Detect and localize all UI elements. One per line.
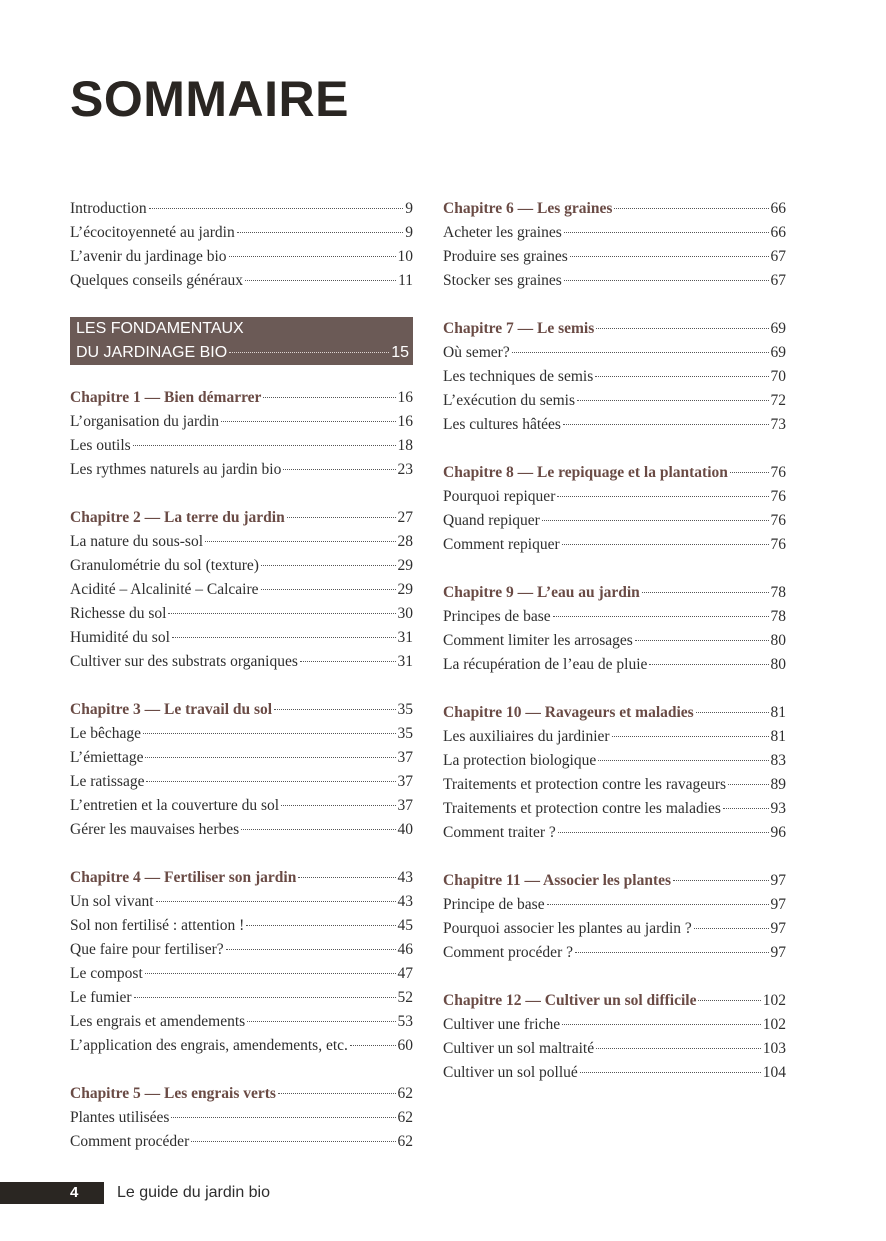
chapter-group	[70, 1082, 413, 1154]
dot-leader	[146, 781, 395, 782]
dot-leader	[261, 565, 396, 566]
toc-entry[interactable]: Traitements et protection contre les ravageurs 89	[443, 776, 786, 793]
dot-leader	[553, 616, 769, 617]
dot-leader	[698, 1000, 760, 1001]
toc-entry[interactable]: Principe de base 97	[443, 896, 786, 913]
dot-leader	[281, 805, 395, 806]
dot-leader	[278, 1093, 396, 1094]
toc-entry[interactable]: Principes de base 78	[443, 608, 786, 625]
dot-leader	[133, 445, 396, 446]
chapter-group	[70, 386, 413, 482]
dot-leader	[723, 808, 769, 809]
toc-entry[interactable]	[70, 221, 413, 245]
toc-entry[interactable]	[70, 197, 413, 221]
chapter-heading[interactable]: Chapitre 2 — La terre du jardin 27	[70, 509, 413, 526]
dot-leader	[542, 520, 769, 521]
dot-leader	[283, 469, 395, 470]
dot-leader	[730, 472, 769, 473]
dot-leader	[649, 664, 768, 665]
chapter-group	[443, 317, 786, 437]
chapter-heading[interactable]: Chapitre 7 — Le semis 69	[443, 320, 786, 337]
toc-entry[interactable]: Le ratissage 37	[70, 773, 413, 790]
dot-leader	[598, 760, 768, 761]
toc-left-column	[70, 197, 413, 1178]
dot-leader	[557, 496, 768, 497]
toc-entry-page: 11	[398, 272, 413, 289]
dot-leader	[564, 280, 769, 281]
dot-leader	[245, 280, 396, 281]
dot-leader	[229, 256, 396, 257]
dot-leader	[673, 880, 768, 881]
chapter-heading[interactable]: Chapitre 12 — Cultiver un sol difficile 102	[443, 992, 786, 1009]
toc-entry[interactable]: Que faire pour fertiliser? 46	[70, 941, 413, 958]
dot-leader	[596, 1048, 761, 1049]
toc-entry[interactable]: Traitements et protection contre les maladies 93	[443, 800, 786, 817]
toc-entry[interactable]: L’organisation du jardin 16	[70, 413, 413, 430]
dot-leader	[229, 352, 389, 353]
footer-book-title: Le guide du jardin bio	[117, 1184, 271, 1201]
dot-leader	[558, 832, 769, 833]
chapter-group	[70, 866, 413, 1058]
toc-entry[interactable]: L’émiettage 37	[70, 749, 413, 766]
dot-leader	[145, 973, 396, 974]
toc-entry[interactable]: Comment traiter ? 96	[443, 824, 786, 841]
dot-leader	[575, 952, 769, 953]
chapter-heading[interactable]: Chapitre 8 — Le repiquage et la plantation 76	[443, 464, 786, 481]
toc-entry[interactable]: Stocker ses graines 67	[443, 272, 786, 289]
section-title-line-2: DU JARDINAGE BIO 15	[76, 341, 409, 365]
dot-leader	[134, 997, 396, 998]
toc-entry[interactable]: Le bêchage 35	[70, 725, 413, 742]
footer-page-number: 4	[70, 1184, 79, 1201]
dot-leader	[143, 733, 396, 734]
dot-leader	[156, 901, 396, 902]
toc-intro-group	[70, 197, 413, 293]
chapter-group	[70, 506, 413, 674]
dot-leader	[562, 1024, 761, 1025]
toc-entry[interactable]: Cultiver une friche 102	[443, 1016, 786, 1033]
chapter-group	[443, 989, 786, 1085]
toc-entry[interactable]: L’application des engrais, amendements, etc. 60	[70, 1037, 413, 1054]
dot-leader	[562, 544, 769, 545]
chapter-group	[443, 701, 786, 845]
dot-leader	[226, 949, 396, 950]
dot-leader	[247, 1021, 395, 1022]
toc-entry[interactable]: Un sol vivant 43	[70, 893, 413, 910]
chapter-group	[443, 197, 786, 293]
dot-leader	[564, 232, 769, 233]
chapter-heading[interactable]: Chapitre 3 — Le travail du sol 35	[70, 701, 413, 718]
toc-entry[interactable]: Les techniques de semis 70	[443, 368, 786, 385]
toc-entry[interactable]: Produire ses graines 67	[443, 248, 786, 265]
toc-entry[interactable]: Les auxiliaires du jardinier 81	[443, 728, 786, 745]
toc-entry[interactable]: Plantes utilisées 62	[70, 1109, 413, 1126]
chapter-heading[interactable]: Chapitre 5 — Les engrais verts 62	[70, 1085, 413, 1102]
toc-entry[interactable]: Acheter les graines 66	[443, 224, 786, 241]
chapter-group	[443, 461, 786, 557]
chapter-heading[interactable]: Chapitre 1 — Bien démarrer 16	[70, 389, 413, 406]
dot-leader	[287, 517, 396, 518]
dot-leader	[547, 904, 769, 905]
toc-entry[interactable]: Cultiver un sol maltraité 103	[443, 1040, 786, 1057]
toc-entry-page: 9	[405, 200, 413, 217]
toc-entry-label: Quelques conseils généraux	[70, 272, 244, 289]
toc-entry[interactable]: Le compost 47	[70, 965, 413, 982]
toc-entry[interactable]: Quand repiquer 76	[443, 512, 786, 529]
toc-entry[interactable]	[70, 269, 413, 293]
toc-entry[interactable]: Comment procéder 62	[70, 1133, 413, 1150]
toc-entry[interactable]: La récupération de l’eau de pluie 80	[443, 656, 786, 673]
dot-leader	[274, 709, 395, 710]
toc-entry[interactable]: Les outils 18	[70, 437, 413, 454]
toc-right-column	[443, 197, 786, 1109]
page-title: SOMMAIRE	[70, 71, 349, 127]
dot-leader	[728, 784, 768, 785]
chapter-heading[interactable]: Chapitre 10 — Ravageurs et maladies 81	[443, 704, 786, 721]
dot-leader	[614, 208, 768, 209]
toc-entry[interactable]: Granulométrie du sol (texture) 29	[70, 557, 413, 574]
dot-leader	[171, 1117, 395, 1118]
dot-leader	[512, 352, 769, 353]
dot-leader	[563, 424, 769, 425]
toc-entry[interactable]: La protection biologique 83	[443, 752, 786, 769]
chapter-group	[70, 698, 413, 842]
toc-entry[interactable]: Richesse du sol 30	[70, 605, 413, 622]
section-page: 15	[391, 344, 409, 361]
dot-leader	[350, 1045, 396, 1046]
dot-leader	[596, 328, 768, 329]
chapter-heading[interactable]: Chapitre 6 — Les graines 66	[443, 200, 786, 217]
toc-entry-page: 9	[405, 224, 413, 241]
toc-entry-page: 10	[397, 248, 413, 265]
toc-entry[interactable]: Pourquoi associer les plantes au jardin ? 97	[443, 920, 786, 937]
toc-entry[interactable]: L’exécution du semis 72	[443, 392, 786, 409]
toc-entry[interactable]: Gérer les mauvaises herbes 40	[70, 821, 413, 838]
dot-leader	[696, 712, 769, 713]
dot-leader	[246, 925, 395, 926]
dot-leader	[263, 397, 395, 398]
toc-entry-label: L’écocitoyenneté au jardin	[70, 224, 235, 241]
chapter-heading[interactable]: Chapitre 4 — Fertiliser son jardin 43	[70, 869, 413, 886]
toc-entry[interactable]: Les cultures hâtées 73	[443, 416, 786, 433]
chapter-heading[interactable]: Chapitre 11 — Associer les plantes 97	[443, 872, 786, 889]
toc-entry[interactable]: Les engrais et amendements 53	[70, 1013, 413, 1030]
dot-leader	[172, 637, 396, 638]
dot-leader	[221, 421, 396, 422]
toc-entry[interactable]: Comment limiter les arrosages 80	[443, 632, 786, 649]
dot-leader	[261, 589, 396, 590]
toc-entry[interactable]: Sol non fertilisé : attention ! 45	[70, 917, 413, 934]
toc-entry[interactable]: Où semer? 69	[443, 344, 786, 361]
toc-entry[interactable]: Le fumier 52	[70, 989, 413, 1006]
dot-leader	[298, 877, 395, 878]
dot-leader	[635, 640, 769, 641]
dot-leader	[168, 613, 395, 614]
toc-entry[interactable]: Comment procéder ? 97	[443, 944, 786, 961]
dot-leader	[694, 928, 769, 929]
toc-entry[interactable]: Cultiver un sol pollué 104	[443, 1064, 786, 1081]
section-header-box[interactable]	[70, 317, 413, 365]
footer-bar	[0, 1182, 104, 1204]
toc-entry[interactable]: Comment repiquer 76	[443, 536, 786, 553]
toc-entry[interactable]: L’entretien et la couverture du sol 37	[70, 797, 413, 814]
toc-entry[interactable]: Humidité du sol 31	[70, 629, 413, 646]
dot-leader	[612, 736, 769, 737]
dot-leader	[577, 400, 768, 401]
dot-leader	[241, 829, 395, 830]
dot-leader	[205, 541, 395, 542]
chapter-group	[443, 869, 786, 965]
dot-leader	[300, 661, 396, 662]
dot-leader	[149, 208, 404, 209]
toc-entry[interactable]	[70, 245, 413, 269]
toc-entry[interactable]: La nature du sous-sol 28	[70, 533, 413, 550]
toc-entry-label: Introduction	[70, 200, 147, 217]
dot-leader	[570, 256, 769, 257]
dot-leader	[642, 592, 769, 593]
toc-entry-label: L’avenir du jardinage bio	[70, 248, 227, 265]
toc-entry[interactable]: Acidité – Alcalinité – Calcaire 29	[70, 581, 413, 598]
dot-leader	[580, 1072, 761, 1073]
section-title-line-1: LES FONDAMENTAUX	[76, 320, 244, 337]
dot-leader	[595, 376, 768, 377]
chapter-group	[443, 581, 786, 677]
toc-entry[interactable]: Pourquoi repiquer 76	[443, 488, 786, 505]
toc-entry[interactable]: Les rythmes naturels au jardin bio 23	[70, 461, 413, 478]
dot-leader	[191, 1141, 395, 1142]
chapter-heading[interactable]: Chapitre 9 — L’eau au jardin 78	[443, 584, 786, 601]
dot-leader	[145, 757, 395, 758]
dot-leader	[237, 232, 404, 233]
toc-entry[interactable]: Cultiver sur des substrats organiques 31	[70, 653, 413, 670]
